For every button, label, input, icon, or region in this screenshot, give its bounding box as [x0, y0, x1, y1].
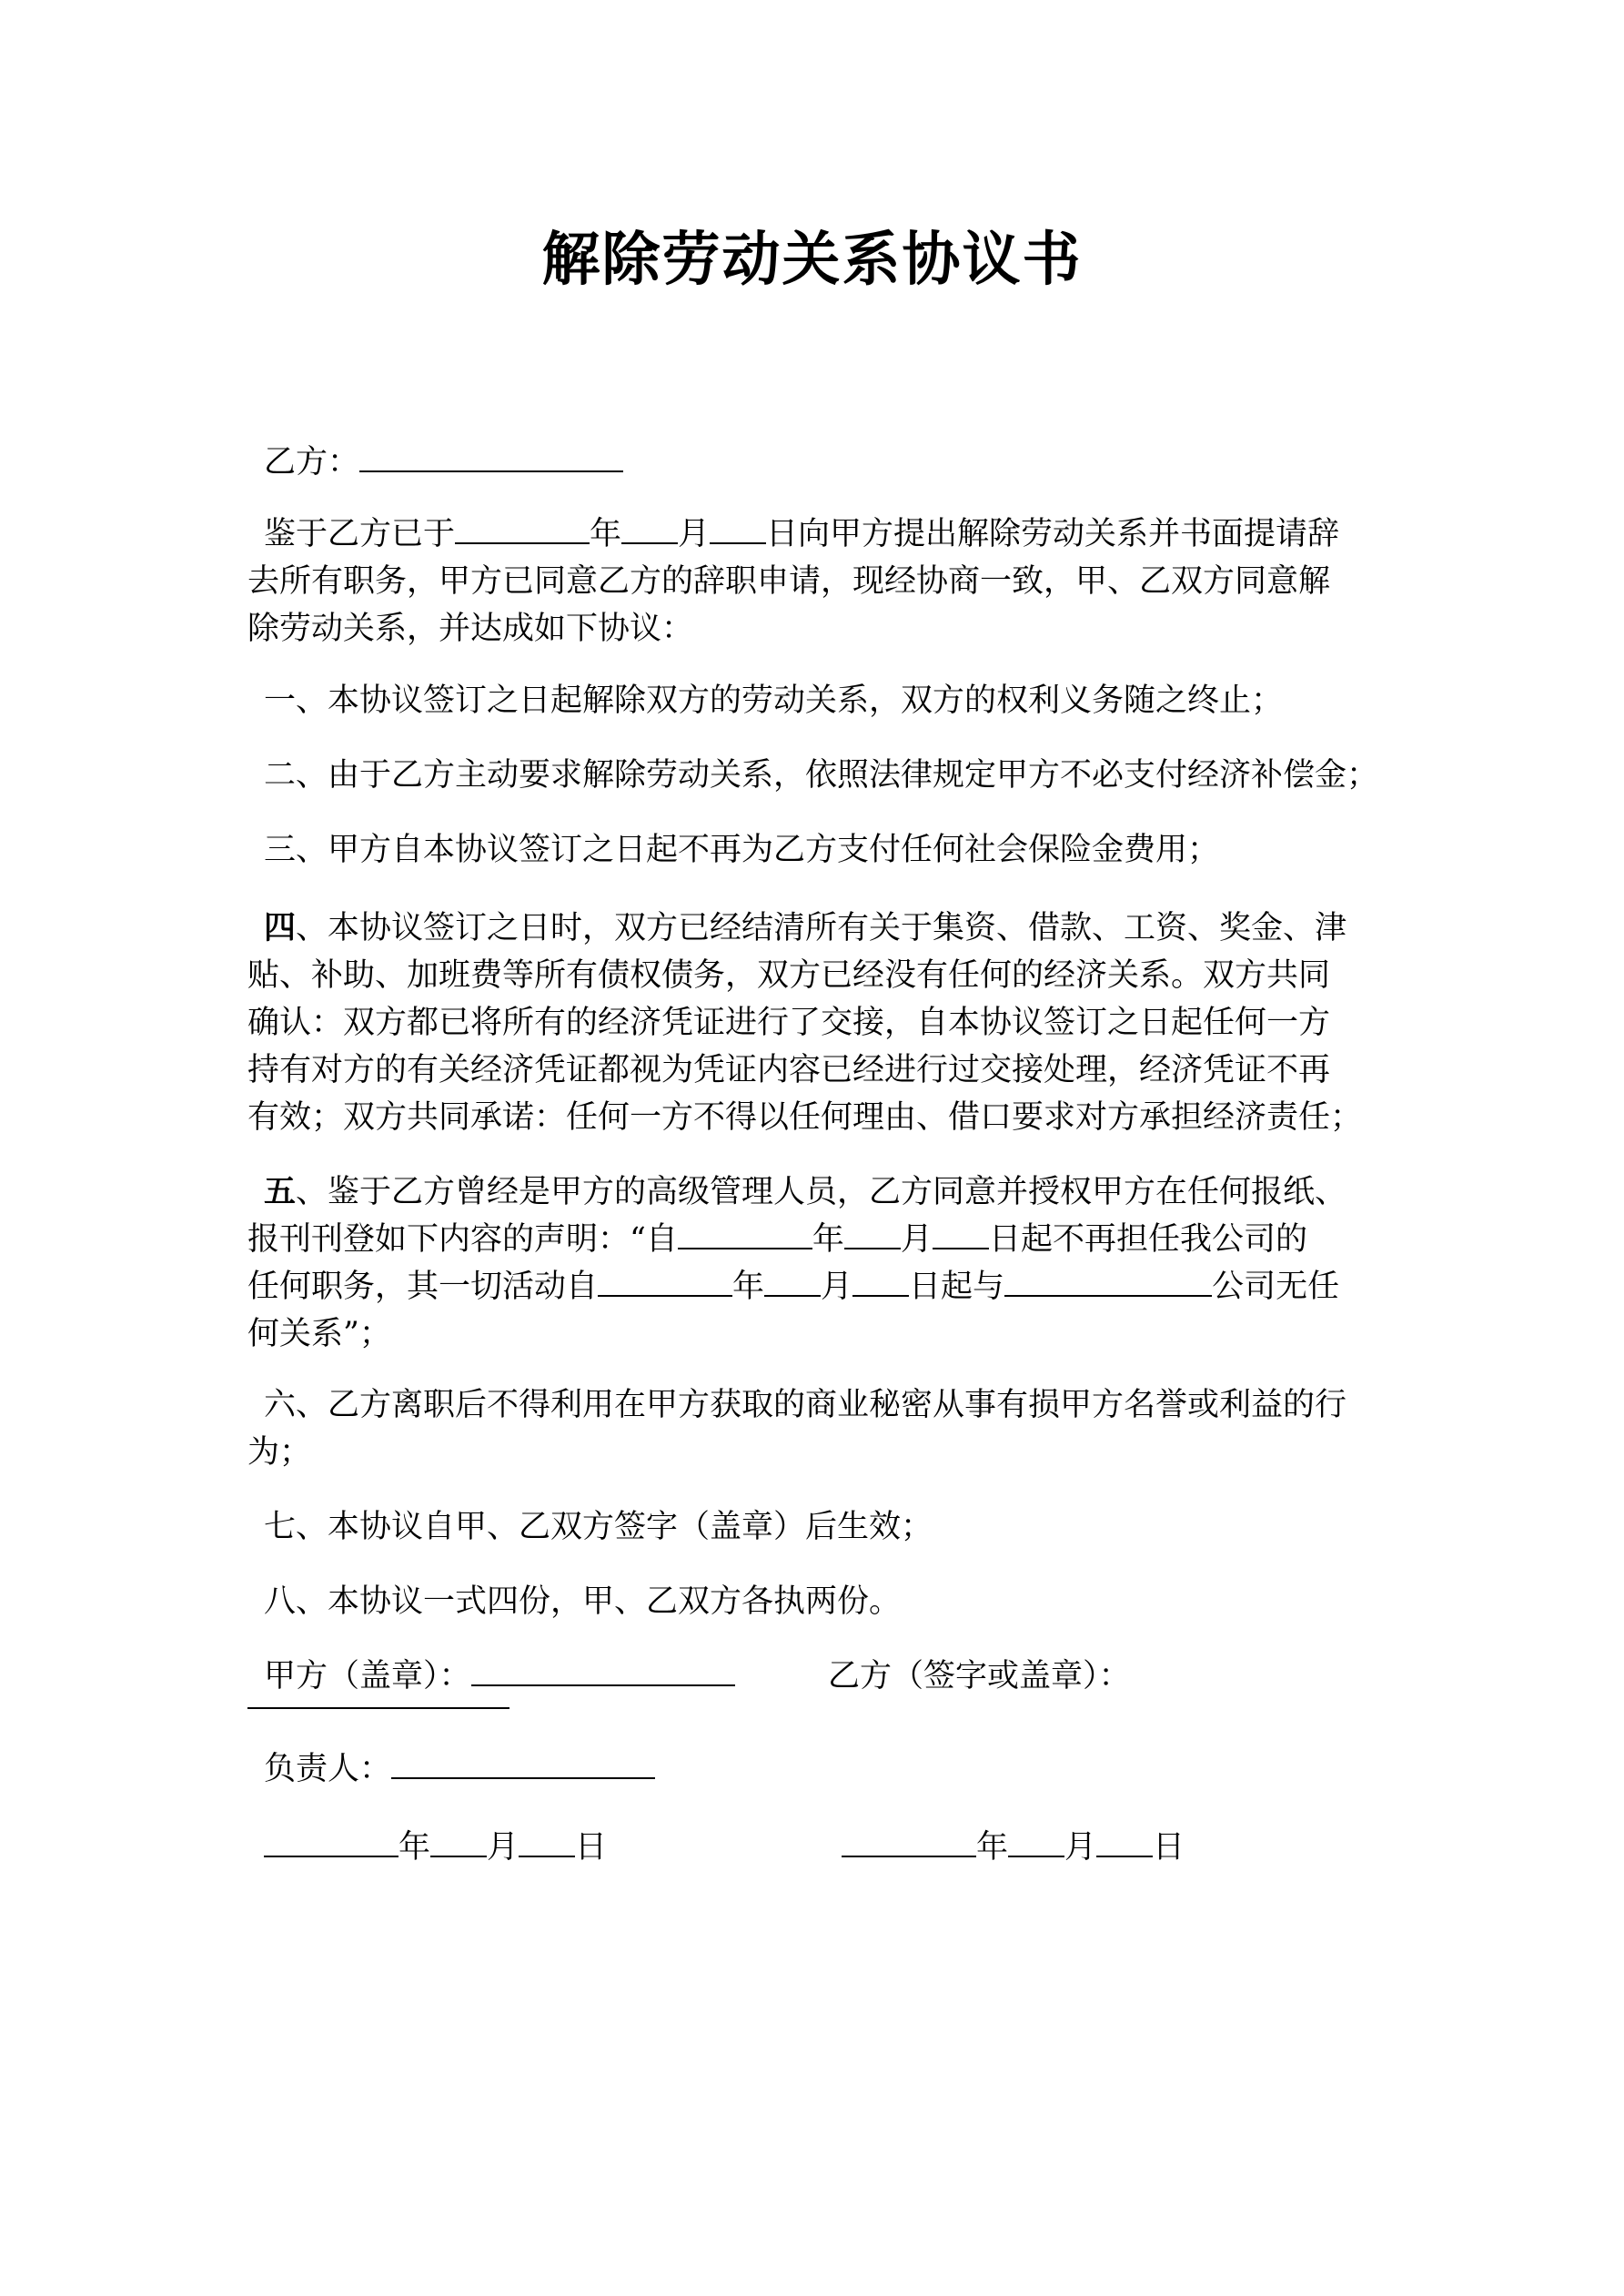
clause-5-line-4: 何关系”； — [247, 1316, 391, 1352]
clause-5-number: 五 — [264, 1173, 297, 1210]
intro-year-blank — [455, 515, 590, 544]
party-b-signature-label: 乙方（签字或盖章）： — [828, 1658, 1131, 1694]
clause-5-text: 报刊刊登如下内容的声明：“自 — [247, 1221, 678, 1258]
clause-4-line-1 — [264, 905, 1347, 952]
clause-7: 七、本协议自甲、乙双方签字（盖章）后生效； — [264, 1509, 933, 1545]
clause-4-line-3: 确认：双方都已将所有的经济凭证进行了交接，自本协议签订之日起任何一方 — [247, 1005, 1331, 1041]
document-title: 解除劳动关系协议书 — [541, 226, 1083, 294]
party-b-signature-line — [828, 1653, 1131, 1700]
day-label: 日 — [575, 1829, 608, 1866]
activity-month-blank — [764, 1268, 821, 1297]
clause-4-line-5: 有效；双方共同承诺：任何一方不得以任何理由、借口要求对方承担经济责任； — [247, 1099, 1363, 1136]
party-a-month-blank — [430, 1828, 487, 1857]
party-b-signature-blank — [247, 1707, 509, 1709]
party-b-blank — [359, 443, 623, 472]
party-b-month-blank — [1008, 1828, 1064, 1857]
party-b-label: 乙方： — [264, 444, 360, 480]
party-b-day-blank — [1096, 1828, 1153, 1857]
statement-month-blank — [844, 1220, 901, 1249]
party-b-date-line — [842, 1824, 1185, 1871]
intro-month-blank — [621, 515, 678, 544]
party-a-day-blank — [519, 1828, 575, 1857]
responsible-person-blank — [391, 1750, 655, 1779]
party-a-year-blank — [264, 1828, 398, 1857]
month-label: 月 — [487, 1829, 519, 1866]
clause-5-text: 任何职务，其一切活动自 — [247, 1269, 599, 1305]
intro-line-1 — [264, 511, 1339, 558]
clause-4-text: 、本协议签订之日时，双方已经结清所有关于集资、借款、工资、奖金、津 — [296, 910, 1347, 946]
party-a-signature-label: 甲方（盖章）： — [264, 1658, 471, 1694]
year-label: 年 — [590, 516, 622, 552]
clause-8: 八、本协议一式四份，甲、乙双方各执两份。 — [264, 1583, 902, 1620]
clause-3: 三、甲方自本协议签订之日起不再为乙方支付任何社会保险金费用； — [264, 832, 1220, 868]
clause-5-text: 公司无任 — [1212, 1269, 1340, 1305]
clause-5-text: 、鉴于乙方曾经是甲方的高级管理人员，乙方同意并授权甲方在任何报纸、 — [296, 1174, 1347, 1210]
party-a-date-line — [264, 1824, 607, 1871]
intro-text: 日向甲方提出解除劳动关系并书面提请辞 — [766, 516, 1340, 552]
month-label: 月 — [821, 1269, 853, 1305]
activity-year-blank — [598, 1268, 732, 1297]
month-label: 月 — [1064, 1829, 1097, 1866]
clause-2: 二、由于乙方主动要求解除劳动关系，依照法律规定甲方不必支付经济补偿金； — [264, 757, 1379, 794]
responsible-person-label: 负责人： — [264, 1751, 392, 1787]
party-b-year-blank — [842, 1828, 976, 1857]
clause-6-line-2: 为； — [247, 1434, 312, 1471]
party-b-line — [264, 439, 623, 486]
day-label: 日起与 — [909, 1269, 1005, 1305]
statement-day-blank — [933, 1220, 989, 1249]
day-label: 日 — [1153, 1829, 1185, 1866]
company-name-blank — [1004, 1268, 1212, 1297]
month-label: 月 — [900, 1221, 933, 1258]
clause-5-line-3 — [247, 1263, 1339, 1310]
clause-1: 一、本协议签订之日起解除双方的劳动关系，双方的权利义务随之终止； — [264, 683, 1284, 719]
year-label: 年 — [398, 1829, 431, 1866]
party-a-signature-blank — [471, 1657, 735, 1686]
clause-5-line-1 — [264, 1168, 1347, 1216]
clause-4-line-4: 持有对方的有关经济凭证都视为凭证内容已经进行过交接处理，经济凭证不再 — [247, 1052, 1331, 1088]
clause-6-line-1: 六、乙方离职后不得利用在甲方获取的商业秘密从事有损甲方名誉或利益的行 — [264, 1387, 1347, 1423]
intro-line-2: 去所有职务，甲方已同意乙方的辞职申请，现经协商一致，甲、乙双方同意解 — [247, 563, 1331, 600]
year-label: 年 — [812, 1221, 844, 1258]
clause-4-number: 四 — [264, 909, 297, 946]
party-a-signature-line — [264, 1653, 735, 1700]
year-label: 年 — [976, 1829, 1009, 1866]
intro-line-3: 除劳动关系，并达成如下协议： — [247, 611, 694, 647]
intro-day-blank — [710, 515, 766, 544]
clause-5-line-2 — [247, 1216, 1307, 1263]
responsible-person-line — [264, 1745, 655, 1793]
year-label: 年 — [732, 1269, 765, 1305]
intro-text: 鉴于乙方已于 — [264, 516, 456, 552]
month-label: 月 — [678, 516, 711, 552]
activity-day-blank — [852, 1268, 909, 1297]
statement-year-blank — [678, 1220, 812, 1249]
clause-4-line-2: 贴、补助、加班费等所有债权债务，双方已经没有任何的经济关系。双方共同 — [247, 957, 1331, 994]
clause-5-text: 日起不再担任我公司的 — [988, 1221, 1307, 1258]
